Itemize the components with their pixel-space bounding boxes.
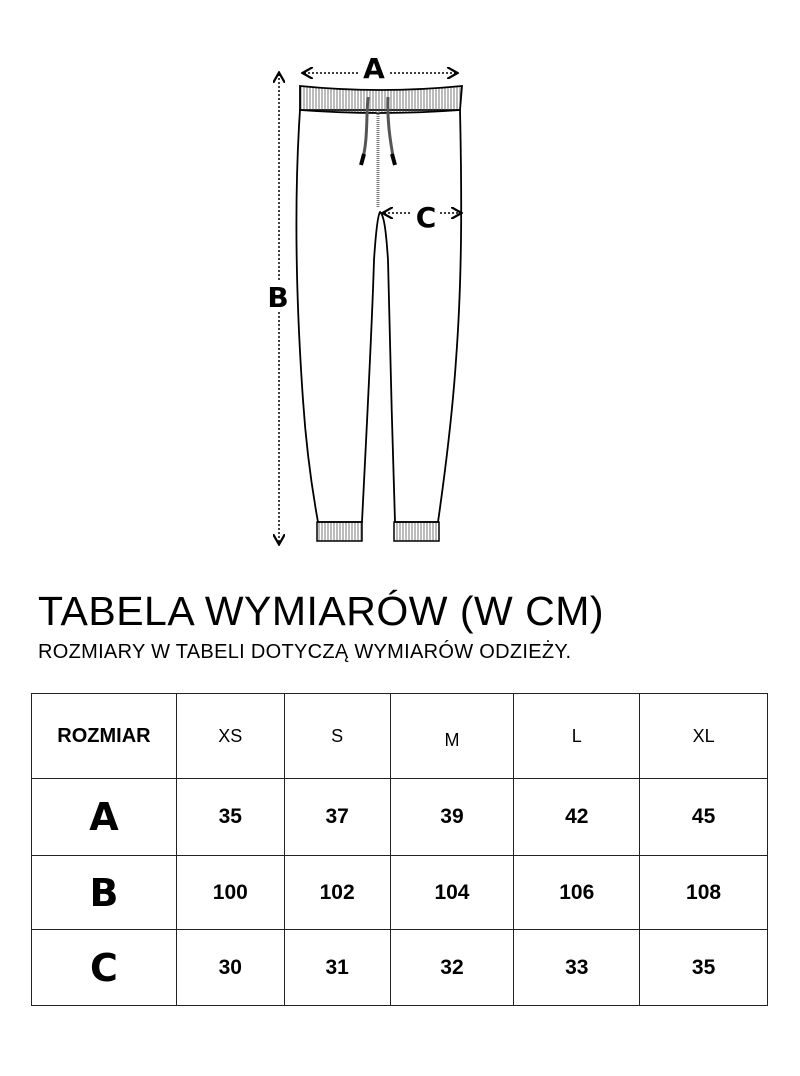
cell: 37 [284,779,390,856]
cell: 30 [176,930,284,1006]
label-a: A [363,52,385,85]
corner-header: ROZMIAR [32,694,177,779]
label-c: C [415,201,437,234]
cell: 100 [176,856,284,930]
row-label: B [32,856,177,930]
row-label: C [32,930,177,1006]
right-cuff [394,522,439,541]
cell: 42 [514,779,640,856]
table-header-row [32,694,768,779]
table-row [32,779,768,856]
cell: 104 [390,856,514,930]
left-cuff [317,522,362,541]
cell: 35 [176,779,284,856]
waistband [300,86,462,113]
cell: 45 [640,779,768,856]
cell: 102 [284,856,390,930]
cell: 106 [514,856,640,930]
cell: 32 [390,930,514,1006]
page-title: TABELA WYMIARÓW (W CM) [38,588,605,634]
size-header: XS [176,694,284,779]
cell: 35 [640,930,768,1006]
pants-outline [296,110,461,522]
cell: 31 [284,930,390,1006]
size-header: XL [640,694,768,779]
label-b: B [267,281,289,314]
table-row [32,856,768,930]
size-header: S [284,694,390,779]
cell: 39 [390,779,514,856]
row-label: A [32,779,177,856]
size-header: L [514,694,640,779]
size-header: M [390,694,514,779]
size-table [31,693,768,1006]
page-subtitle: ROZMIARY W TABELI DOTYCZĄ WYMIARÓW ODZIEŻY. [38,641,572,663]
cell: 108 [640,856,768,930]
table-row [32,930,768,1006]
cell: 33 [514,930,640,1006]
